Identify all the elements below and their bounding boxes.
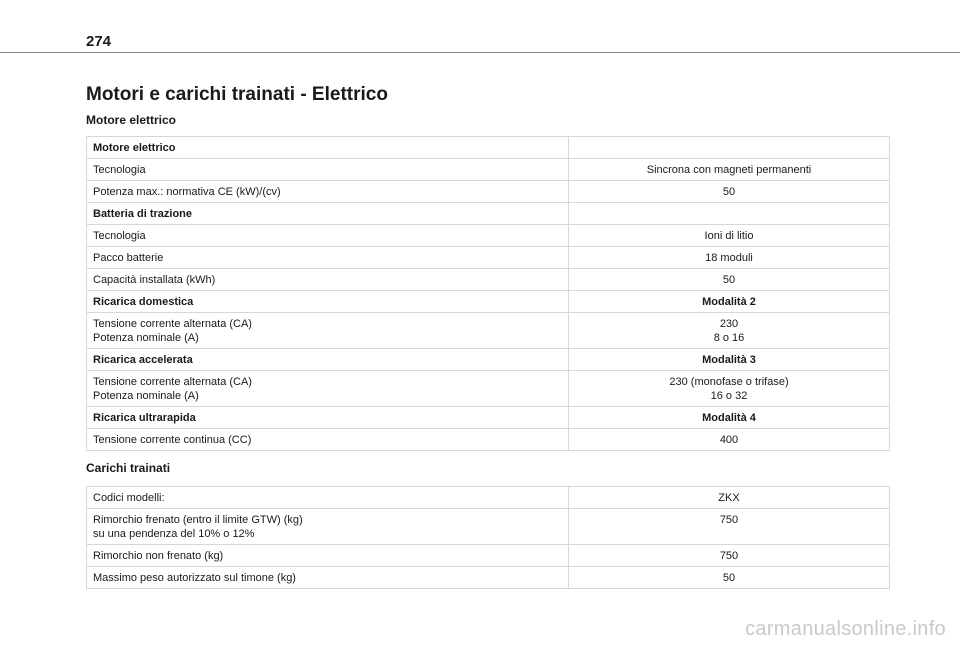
row-label: Tensione corrente continua (CC) [87,429,569,451]
row-label: Batteria di trazione [87,203,569,225]
row-value: 18 moduli [569,247,890,269]
row-value: ZKX [569,487,890,509]
row-value: 400 [569,429,890,451]
row-value-line: 230 (monofase o trifase) [669,375,789,388]
table-row [87,203,890,225]
towing-spec-table [86,486,890,589]
row-label: Codici modelli: [87,487,569,509]
row-label: Pacco batterie [87,247,569,269]
row-value: 750 [569,545,890,567]
page-number: 274 [86,33,112,50]
table-row [87,429,890,451]
row-label: Massimo peso autorizzato sul timone (kg) [87,567,569,589]
table-row [87,349,890,371]
table-row [87,313,890,349]
row-value: 750 [569,509,890,545]
row-label-line: su una pendenza del 10% o 12% [93,527,255,540]
row-label-line: Tensione corrente alternata (CA) [93,375,252,388]
row-value-line: 16 o 32 [710,389,748,402]
row-label: Tecnologia [87,159,569,181]
row-label: Capacità installata (kWh) [87,269,569,291]
table-row [87,509,890,545]
row-value [569,371,890,407]
header-divider [0,52,960,53]
row-value: Ioni di litio [569,225,890,247]
row-label: Rimorchio non frenato (kg) [87,545,569,567]
row-value-line: 230 [719,317,739,330]
section-heading-towing: Carichi trainati [86,461,171,475]
table-row [87,407,890,429]
row-value: Modalità 2 [569,291,890,313]
row-label-line: Tensione corrente alternata (CA) [93,317,252,330]
row-label: Ricarica domestica [87,291,569,313]
row-label: Motore elettrico [87,137,569,159]
row-value-line: 8 o 16 [713,331,745,344]
watermark-text: carmanualsonline.info [745,618,946,640]
row-value: 50 [569,181,890,203]
motor-spec-table [86,136,890,451]
row-label [87,313,569,349]
table-row [87,181,890,203]
row-value: 50 [569,269,890,291]
row-label: Tecnologia [87,225,569,247]
row-label [87,371,569,407]
table-row [87,225,890,247]
table-row [87,247,890,269]
row-value: Sincrona con magneti permanenti [569,159,890,181]
row-value: Modalità 3 [569,349,890,371]
row-label: Potenza max.: normativa CE (kW)/(cv) [87,181,569,203]
row-value: Modalità 4 [569,407,890,429]
table-row [87,545,890,567]
table-row [87,159,890,181]
row-label: Ricarica accelerata [87,349,569,371]
row-value: 50 [569,567,890,589]
row-label: Ricarica ultrarapida [87,407,569,429]
table-row [87,291,890,313]
row-label [87,509,569,545]
row-label-line: Rimorchio frenato (entro il limite GTW) (kg) [93,513,303,526]
row-value [569,137,890,159]
table-row [87,371,890,407]
table-row [87,567,890,589]
table-row [87,487,890,509]
table-row [87,137,890,159]
row-value [569,313,890,349]
row-label-line: Potenza nominale (A) [93,389,199,402]
section-heading-motor: Motore elettrico [86,113,177,127]
row-label-line: Potenza nominale (A) [93,331,199,344]
table-row [87,269,890,291]
row-value [569,203,890,225]
page-title: Motori e carichi trainati - Elettrico [86,84,388,105]
